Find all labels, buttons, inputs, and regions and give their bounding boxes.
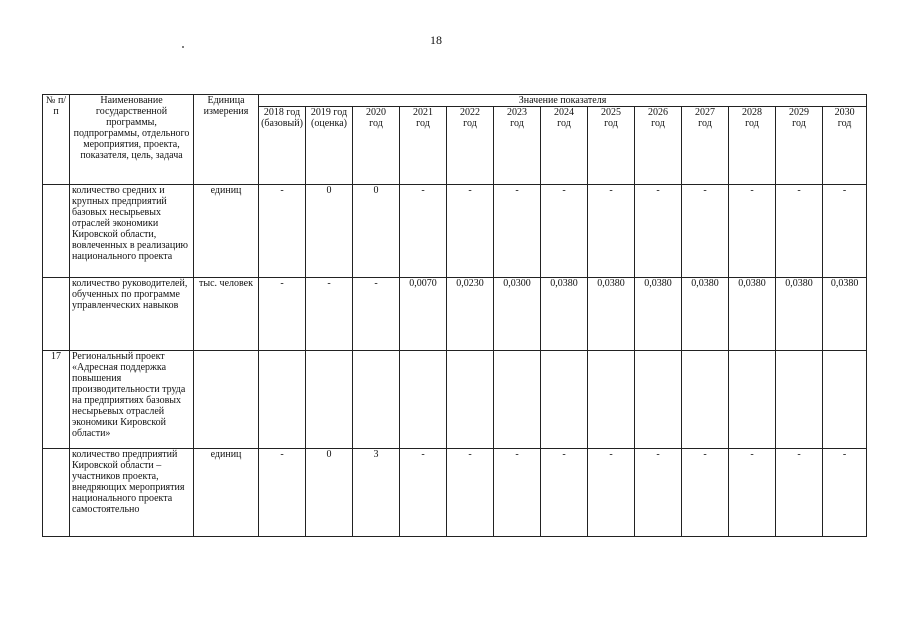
table-row	[43, 449, 867, 537]
row-value: -	[729, 185, 776, 278]
row-unit	[194, 351, 259, 449]
header-year: 2030 год	[823, 107, 867, 185]
header-year: 2025 год	[588, 107, 635, 185]
row-value	[682, 351, 729, 449]
row-value	[776, 351, 823, 449]
header-number: № п/п	[43, 95, 70, 185]
header-year: 2029 год	[776, 107, 823, 185]
row-number: 17	[43, 351, 70, 449]
row-value: 0,0380	[588, 278, 635, 351]
row-value: 0,0380	[729, 278, 776, 351]
header-year: 2023 год	[494, 107, 541, 185]
row-value: 0,0380	[776, 278, 823, 351]
row-value: -	[635, 449, 682, 537]
row-value: -	[400, 449, 447, 537]
row-value: 0,0230	[447, 278, 494, 351]
row-value: -	[541, 185, 588, 278]
row-value: -	[682, 449, 729, 537]
row-value: -	[494, 185, 541, 278]
row-value: -	[259, 185, 306, 278]
row-value: 0,0380	[635, 278, 682, 351]
row-value	[400, 351, 447, 449]
row-value	[447, 351, 494, 449]
row-value: -	[588, 185, 635, 278]
table-row	[43, 185, 867, 278]
header-year: 2020 год	[353, 107, 400, 185]
row-value: -	[447, 185, 494, 278]
row-unit: тыс. человек	[194, 278, 259, 351]
header-year: 2026 год	[635, 107, 682, 185]
header-value-group: Значение показателя	[259, 95, 867, 107]
header-year: 2022 год	[447, 107, 494, 185]
row-value: 0,0380	[682, 278, 729, 351]
row-value: -	[776, 185, 823, 278]
row-name: количество средних и крупных предприятий базовых несырьевых отраслей экономики Кировской области, вовлеченных в реализацию национального проекта	[70, 185, 194, 278]
row-value: -	[635, 185, 682, 278]
row-number	[43, 449, 70, 537]
row-value	[635, 351, 682, 449]
row-value: -	[306, 278, 353, 351]
row-number	[43, 185, 70, 278]
row-value: 0	[306, 449, 353, 537]
row-value	[306, 351, 353, 449]
row-number	[43, 278, 70, 351]
header-year: 2028 год	[729, 107, 776, 185]
row-value: -	[259, 278, 306, 351]
row-value: -	[823, 185, 867, 278]
scan-speck	[182, 46, 184, 48]
table-row	[43, 351, 867, 449]
row-value: -	[541, 449, 588, 537]
row-value: -	[682, 185, 729, 278]
row-value	[729, 351, 776, 449]
row-value	[823, 351, 867, 449]
row-value: 0,0070	[400, 278, 447, 351]
row-value: -	[494, 449, 541, 537]
row-value	[494, 351, 541, 449]
page-number: 18	[430, 33, 442, 47]
header-year: 2024 год	[541, 107, 588, 185]
row-value	[353, 351, 400, 449]
header-year: 2021 год	[400, 107, 447, 185]
header-year: 2027 год	[682, 107, 729, 185]
row-name: количество руководителей, обученных по программе управленческих навыков	[70, 278, 194, 351]
row-value: -	[447, 449, 494, 537]
header-year: 2018 год (базовый)	[259, 107, 306, 185]
row-value: -	[776, 449, 823, 537]
row-name: Региональный проект «Адресная поддержка повышения производительности труда на предприятиях базовых несырьевых отраслей экономики Кировской области»	[70, 351, 194, 449]
row-value: 0,0300	[494, 278, 541, 351]
row-value: 0,0380	[541, 278, 588, 351]
row-value	[541, 351, 588, 449]
row-value: -	[588, 449, 635, 537]
table-row	[43, 278, 867, 351]
indicator-table	[42, 94, 867, 537]
row-value: -	[729, 449, 776, 537]
row-unit: единиц	[194, 449, 259, 537]
row-value: 0,0380	[823, 278, 867, 351]
row-value	[259, 351, 306, 449]
row-value: 0	[353, 185, 400, 278]
row-value: 0	[306, 185, 353, 278]
row-value: 3	[353, 449, 400, 537]
row-name: количество предприятий Кировской области – участников проекта, внедряющих мероприятия национального проекта самостоятельно	[70, 449, 194, 537]
header-unit: Единица измерения	[194, 95, 259, 185]
row-value: -	[400, 185, 447, 278]
row-value: -	[259, 449, 306, 537]
header-name: Наименование государственной программы, подпрограммы, отдельного мероприятия, проекта, показателя, цель, задача	[70, 95, 194, 185]
row-value: -	[823, 449, 867, 537]
row-unit: единиц	[194, 185, 259, 278]
row-value	[588, 351, 635, 449]
row-value: -	[353, 278, 400, 351]
header-year: 2019 год (оценка)	[306, 107, 353, 185]
